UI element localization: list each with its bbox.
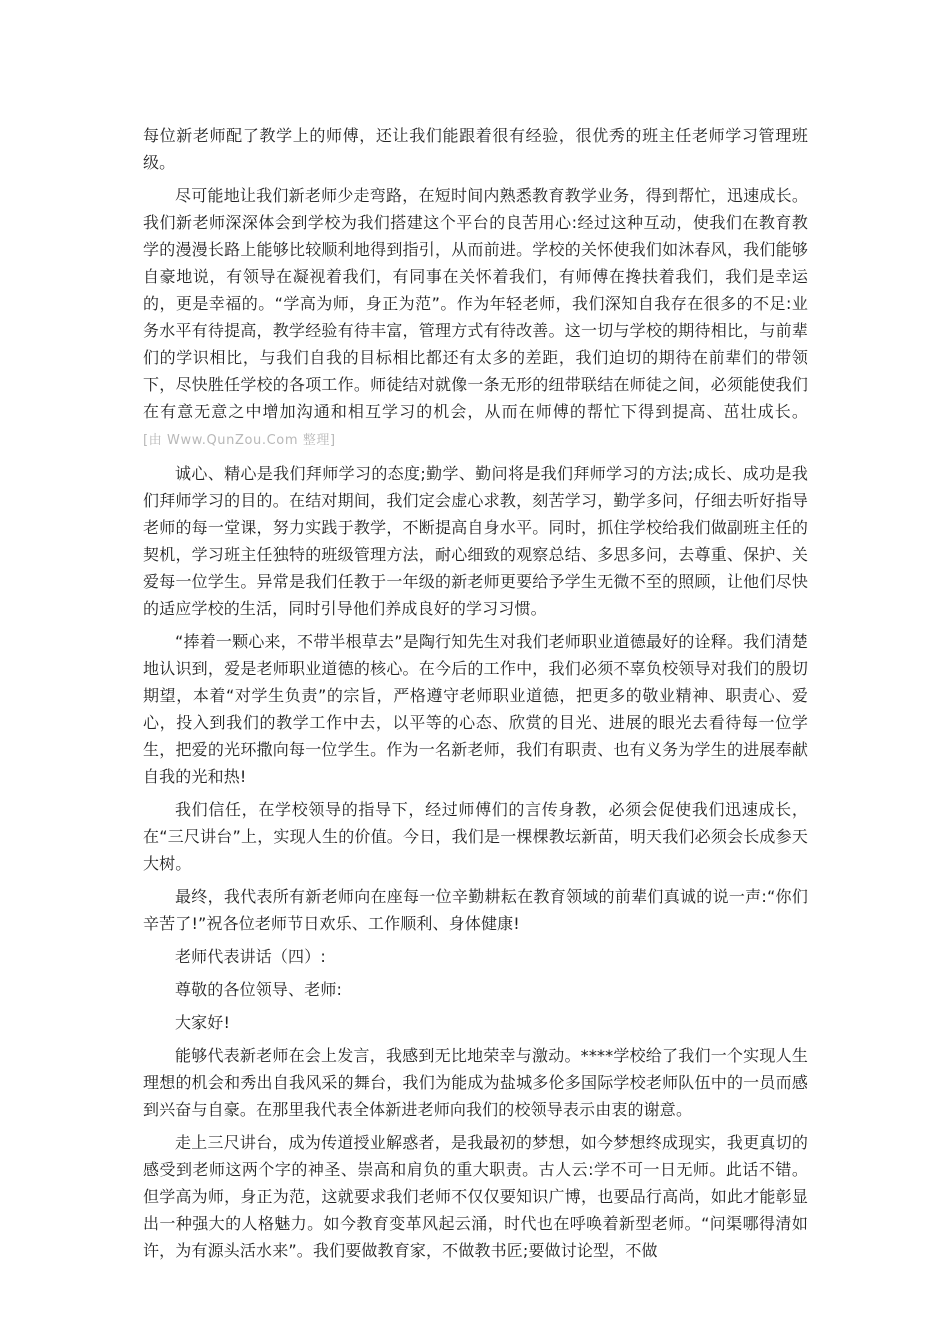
paragraph-2 <box>143 182 808 454</box>
paragraph-10 <box>143 1042 808 1123</box>
paragraph-2-text: 尽可能地让我们新老师少走弯路，在短时间内熟悉教育教学业务，得到帮忙，迅速成长。我们新老师深深体会到学校为我们搭建这个平台的良苦用心:经过这种互动，使我们在教育教学的漫漫长路上能够比较顺利地得到指引，从而前进。学校的关怀使我们如沐春风，我们能够自豪地说，有领导在凝视着我们，有同事在关怀着我们，有师傅在搀扶着我们，我们是幸运的，更是幸福的。“学高为师，身正为范”。作为年轻老师，我们深知自我存在很多的不足:业务水平有待提高，教学经验有待丰富，管理方式有待改善。这一切与学校的期待相比，与前辈们的学识相比，与我们自我的目标相比都还有太多的差距，我们迫切的期待在前辈们的带领下，尽快胜任学校的各项工作。师徒结对就像一条无形的纽带联结在师徒之间，必须能使我们在有意无意之中增加沟通和相互学习的机会，从而在师傅的帮忙下得到提高、茁壮成长。 <box>143 186 808 421</box>
paragraph-4 <box>143 628 808 790</box>
source-watermark: [由 Www.QunZou.Com 整理] <box>143 433 336 448</box>
paragraph-11 <box>143 1129 808 1264</box>
paragraph-5-text: 我们信任，在学校领导的指导下，经过师傅们的言传身教，必须会促使我们迅速成长，在“三尺讲台”上，实现人生的价值。今日，我们是一棵棵教坛新苗，明天我们必须会长成参天大树。 <box>143 800 808 873</box>
greeting-text: 大家好! <box>175 1013 231 1032</box>
section-heading <box>143 943 808 970</box>
paragraph-1 <box>143 122 808 176</box>
greeting <box>143 1009 808 1036</box>
paragraph-4-text: “捧着一颗心来，不带半根草去”是陶行知先生对我们老师职业道德最好的诠释。我们清楚地认识到，爱是老师职业道德的核心。在今后的工作中，我们必须不辜负校领导对我们的殷切期望，本着“对学生负责”的宗旨，严格遵守老师职业道德，把更多的敬业精神、职责心、爱心，投入到我们的教学工作中去，以平等的心态、欣赏的目光、进展的眼光去看待每一位学生，把爱的光环撒向每一位学生。作为一名新老师，我们有职责、也有义务为学生的进展奉献自我的光和热! <box>143 632 808 786</box>
salutation-text: 尊敬的各位领导、老师: <box>175 980 343 999</box>
salutation <box>143 976 808 1003</box>
paragraph-11-text: 走上三尺讲台，成为传道授业解惑者，是我最初的梦想，如今梦想终成现实，我更真切的感受到老师这两个字的神圣、崇高和肩负的重大职责。古人云:学不可一日无师。此话不错。但学高为师，身正为范，这就要求我们老师不仅仅要知识广博，也要品行高尚，如此才能彰显出一种强大的人格魅力。如今教育变革风起云涌，时代也在呼唤着新型老师。“问渠哪得清如许，为有源头活水来”。我们要做教育家，不做教书匠;要做讨论型，不做 <box>143 1133 808 1260</box>
paragraph-6 <box>143 883 808 937</box>
paragraph-3 <box>143 460 808 622</box>
paragraph-1-text: 每位新老师配了教学上的师傅，还让我们能跟着很有经验，很优秀的班主任老师学习管理班级。 <box>143 126 808 172</box>
document-body <box>143 122 808 1270</box>
paragraph-10-text: 能够代表新老师在会上发言，我感到无比地荣幸与激动。****学校给了我们一个实现人生理想的机会和秀出自我风采的舞台，我们为能成为盐城多伦多国际学校老师队伍中的一员而感到兴奋与自豪。在那里我代表全体新进老师向我们的校领导表示由衷的谢意。 <box>143 1046 808 1119</box>
paragraph-6-text: 最终，我代表所有新老师向在座每一位辛勤耕耘在教育领域的前辈们真诚的说一声:“你们辛苦了!”祝各位老师节日欢乐、工作顺利、身体健康! <box>143 887 808 933</box>
section-heading-text: 老师代表讲话（四）: <box>175 947 326 966</box>
paragraph-5 <box>143 796 808 877</box>
paragraph-3-text: 诚心、精心是我们拜师学习的态度;勤学、勤问将是我们拜师学习的方法;成长、成功是我们拜师学习的目的。在结对期间，我们定会虚心求教，刻苦学习，勤学多问，仔细去听好指导老师的每一堂课，努力实践于教学，不断提高自身水平。同时，抓住学校给我们做副班主任的契机，学习班主任独特的班级管理方法，耐心细致的观察总结、多思多问，去尊重、保护、关爱每一位学生。异常是我们任教于一年级的新老师更要给予学生无微不至的照顾，让他们尽快的适应学校的生活，同时引导他们养成良好的学习习惯。 <box>143 464 808 618</box>
